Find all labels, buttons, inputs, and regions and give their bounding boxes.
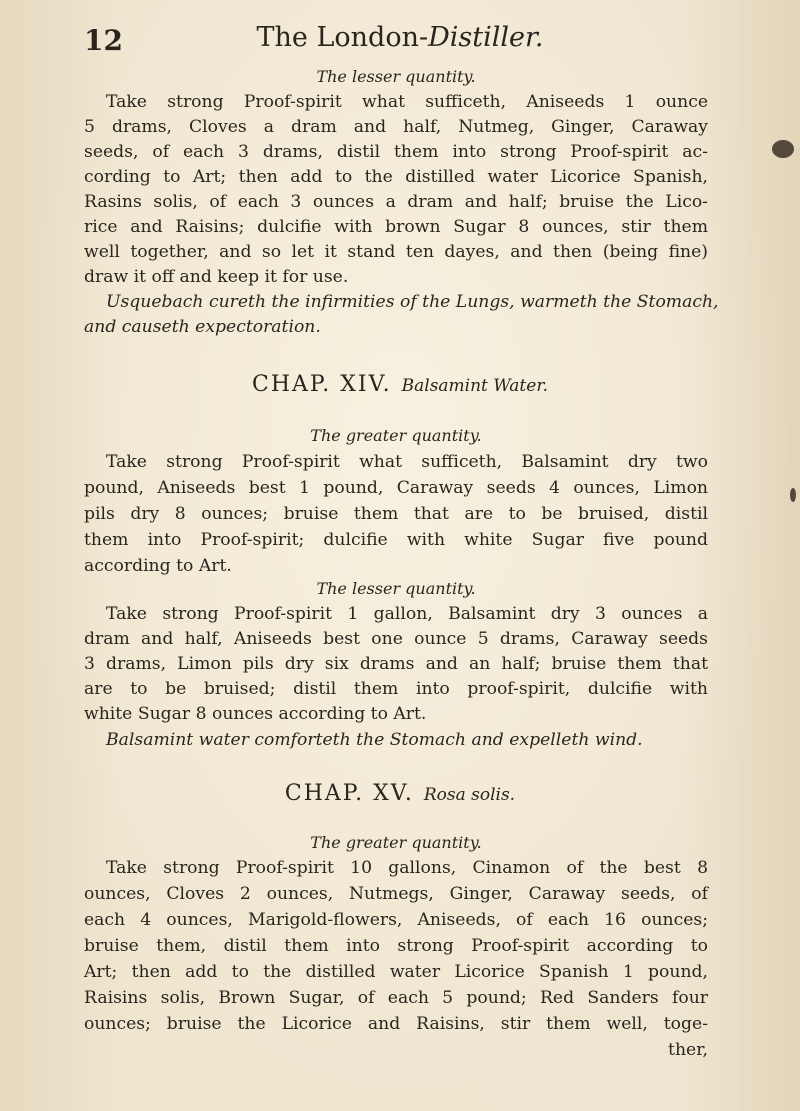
subheading-lesser-quantity: The lesser quantity. [316,579,476,598]
chapter-heading-xv [0,781,800,806]
paragraph-line: Take strong Proof-spirit 1 gallon, Balsamint dry 3 ounces a [106,604,708,624]
paragraph-line: 5 drams, Cloves a dram and half, Nutmeg, Ginger, Caraway [84,117,708,137]
paragraph-line: ounces; bruise the Licorice and Raisins, stir them well, toge- [84,1014,708,1034]
paragraph-line: according to Art. [84,556,232,576]
paragraph-line: Raisins solis, Brown Sugar, of each 5 pound; Red Sanders four [84,988,708,1008]
chapter-number: CHAP. XIV. [252,372,392,397]
ink-blot [790,488,796,502]
subheading-lesser-quantity: The lesser quantity. [316,67,476,86]
running-head [0,18,800,58]
running-title-italic: Distiller. [428,22,544,53]
chapter-title: Balsamint Water. [401,376,548,396]
virtue-line: Usquebach cureth the infirmities of the Lungs, warmeth the Stomach, [106,292,719,312]
paragraph-line: cording to Art; then add to the distilled water Licorice Spanish, [84,167,708,187]
paragraph-line: them into Proof-spirit; dulcifie with white Sugar five pound [84,530,708,550]
paragraph-line: Take strong Proof-spirit what sufficeth, Aniseeds 1 ounce [106,92,708,112]
running-title [0,22,800,53]
paragraph-line: Take strong Proof-spirit what sufficeth, Balsamint dry two [106,452,708,472]
paragraph-line: ounces, Cloves 2 ounces, Nutmegs, Ginger, Caraway seeds, of [84,884,708,904]
catchword: ther, [668,1040,708,1060]
virtue-line: and causeth expectoration. [84,317,321,337]
subheading-greater-quantity: The greater quantity. [310,833,482,852]
paragraph-line: Rasins solis, of each 3 ounces a dram and half; bruise the Lico- [84,192,708,212]
ink-blot [772,140,794,158]
paragraph-line: each 4 ounces, Marigold-flowers, Aniseeds, of each 16 ounces; [84,910,708,930]
paragraph-line: pound, Aniseeds best 1 pound, Caraway seeds 4 ounces, Limon [84,478,708,498]
paragraph-line: well together, and so let it stand ten dayes, and then (being fine) [84,242,708,262]
paragraph-line: draw it off and keep it for use. [84,267,349,287]
paragraph-line: rice and Raisins; dulcifie with brown Sugar 8 ounces, stir them [84,217,708,237]
paragraph-line: are to be bruised; distil them into proof-spirit, dulcifie with [84,679,708,699]
paragraph-line: bruise them, distil them into strong Proof-spirit according to [84,936,708,956]
paragraph-line: dram and half, Aniseeds best one ounce 5 drams, Caraway seeds [84,629,708,649]
chapter-heading-xiv [0,372,800,397]
paragraph-line: seeds, of each 3 drams, distil them into strong Proof-spirit ac- [84,142,708,162]
paragraph-line: Art; then add to the distilled water Licorice Spanish 1 pound, [84,962,708,982]
running-title-roman: The London- [256,22,429,53]
paragraph-line: pils dry 8 ounces; bruise them that are to be bruised, distil [84,504,708,524]
subheading-greater-quantity: The greater quantity. [310,426,482,445]
paragraph-line: white Sugar 8 ounces according to Art. [84,704,427,724]
paragraph-line: Take strong Proof-spirit 10 gallons, Cinamon of the best 8 [106,858,708,878]
paragraph-line: 3 drams, Limon pils dry six drams and an half; bruise them that [84,654,708,674]
page-number: 12 [84,24,123,57]
virtue-line: Balsamint water comforteth the Stomach and expelleth wind. [106,730,643,750]
chapter-number: CHAP. XV. [284,781,414,806]
chapter-title: Rosa solis. [423,785,516,805]
